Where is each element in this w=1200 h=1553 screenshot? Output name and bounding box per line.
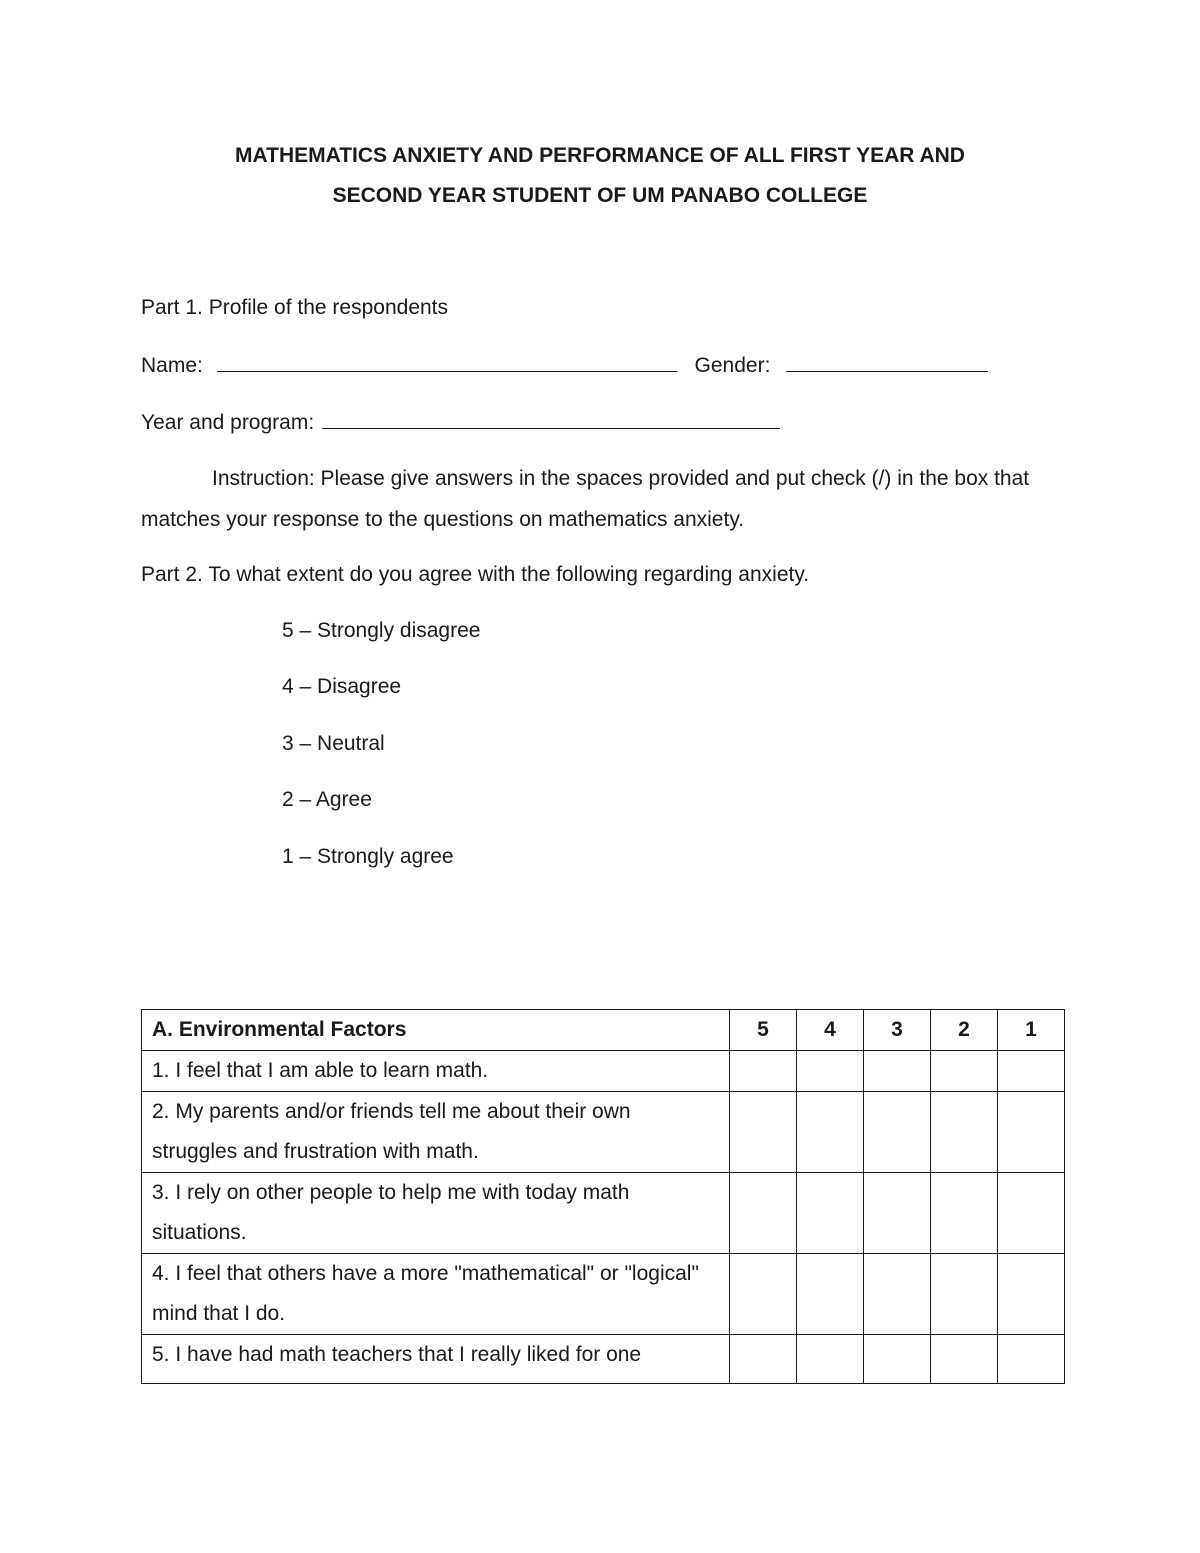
table-header-score: 5 xyxy=(730,1010,797,1051)
survey-table xyxy=(141,1009,1065,1384)
scale-item: 4 – Disagree xyxy=(282,675,402,698)
check-box[interactable] xyxy=(931,1092,998,1173)
name-row xyxy=(141,353,988,378)
check-box[interactable] xyxy=(730,1173,797,1254)
question-text: 2. My parents and/or friends tell me about their own struggles and frustration with math. xyxy=(142,1092,730,1173)
check-box[interactable] xyxy=(864,1051,931,1092)
question-text: 1. I feel that I am able to learn math. xyxy=(142,1051,730,1092)
check-box[interactable] xyxy=(931,1051,998,1092)
check-box[interactable] xyxy=(998,1051,1065,1092)
check-box[interactable] xyxy=(730,1051,797,1092)
check-box[interactable] xyxy=(864,1173,931,1254)
check-box[interactable] xyxy=(931,1173,998,1254)
table-header-score: 4 xyxy=(797,1010,864,1051)
check-box[interactable] xyxy=(797,1173,864,1254)
year-program-field[interactable] xyxy=(322,410,780,429)
question-text: 4. I feel that others have a more "mathematical" or "logical" mind that I do. xyxy=(142,1254,730,1335)
part2-heading: Part 2. To what extent do you agree with the following regarding anxiety. xyxy=(141,563,810,586)
check-box[interactable] xyxy=(931,1335,998,1384)
table-header-score: 2 xyxy=(931,1010,998,1051)
scale-item: 3 – Neutral xyxy=(282,732,385,755)
check-box[interactable] xyxy=(998,1254,1065,1335)
title-line-2: SECOND YEAR STUDENT OF UM PANABO COLLEGE xyxy=(332,184,868,207)
scale-item: 5 – Strongly disagree xyxy=(282,619,481,642)
check-box[interactable] xyxy=(797,1254,864,1335)
title-line-1: MATHEMATICS ANXIETY AND PERFORMANCE OF ALL FIRST YEAR AND xyxy=(235,144,965,167)
table-row xyxy=(142,1092,1065,1173)
gender-field[interactable] xyxy=(786,353,988,372)
check-box[interactable] xyxy=(730,1092,797,1173)
table-header-score: 3 xyxy=(864,1010,931,1051)
check-box[interactable] xyxy=(864,1092,931,1173)
question-text: 5. I have had math teachers that I really liked for one xyxy=(142,1335,730,1384)
table-header-factor: A. Environmental Factors xyxy=(142,1010,730,1051)
year-row xyxy=(141,410,780,435)
table-header-score: 1 xyxy=(998,1010,1065,1051)
check-box[interactable] xyxy=(998,1092,1065,1173)
table-row xyxy=(142,1335,1065,1384)
check-box[interactable] xyxy=(797,1051,864,1092)
check-box[interactable] xyxy=(864,1254,931,1335)
part1-heading: Part 1. Profile of the respondents xyxy=(141,296,449,319)
check-box[interactable] xyxy=(864,1335,931,1384)
gender-label: Gender: xyxy=(694,354,771,377)
document-title xyxy=(0,136,1200,216)
scale-item: 2 – Agree xyxy=(282,788,372,811)
instruction-paragraph: Instruction: Please give answers in the spaces provided and put check (/) in the box that matches your response to the questions on mathematics anxiety. xyxy=(141,467,1030,531)
check-box[interactable] xyxy=(931,1254,998,1335)
check-box[interactable] xyxy=(730,1335,797,1384)
check-box[interactable] xyxy=(998,1335,1065,1384)
check-box[interactable] xyxy=(797,1092,864,1173)
name-label: Name: xyxy=(141,354,203,377)
name-field[interactable] xyxy=(217,353,677,372)
scale-item: 1 – Strongly agree xyxy=(282,845,454,868)
check-box[interactable] xyxy=(998,1173,1065,1254)
table-row xyxy=(142,1173,1065,1254)
table-header-row xyxy=(142,1010,1065,1051)
table-row xyxy=(142,1051,1065,1092)
check-box[interactable] xyxy=(797,1335,864,1384)
question-text: 3. I rely on other people to help me with today math situations. xyxy=(142,1173,730,1254)
year-program-label: Year and program: xyxy=(141,411,315,434)
table-row xyxy=(142,1254,1065,1335)
check-box[interactable] xyxy=(730,1254,797,1335)
